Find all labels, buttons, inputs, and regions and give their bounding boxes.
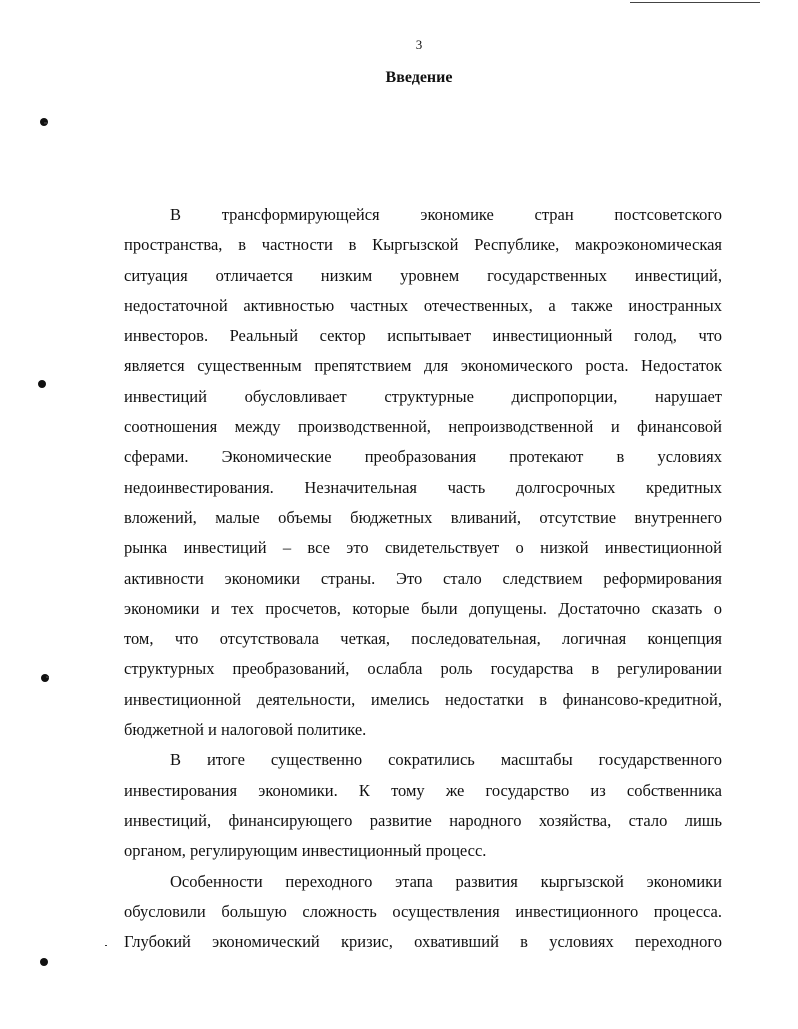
page-number: 3 — [415, 37, 423, 52]
punch-hole — [40, 958, 48, 966]
punch-hole — [38, 380, 46, 388]
text-line: обусловили большую сложность осуществления инвестиционного процесса. — [124, 901, 722, 921]
scan-speck — [105, 945, 107, 946]
text-line: ситуация отличается низким уровнем государственных инвестиций, — [124, 265, 722, 285]
body-text — [124, 200, 722, 957]
text-line: активности экономики страны. Это стало следствием реформирования — [124, 568, 722, 588]
text-line: В трансформирующейся экономике стран постсоветского — [170, 205, 722, 224]
text-line: инвестиций обусловливает структурные диспропорции, нарушает — [124, 386, 722, 406]
text-line: В итоге существенно сократились масштабы государственного — [170, 750, 722, 770]
text-line: рынка инвестиций – все это свидетельствует о низкой инвестиционной — [124, 538, 722, 558]
section-heading: Введение — [385, 69, 453, 86]
text-line: соотношения между производственной, непроизводственной и финансовой — [124, 417, 722, 437]
text-line: инвесторов. Реальный сектор испытывает инвестиционный голод, что — [124, 326, 722, 346]
text-line: вложений, малые объемы бюджетных вливаний, отсутствие внутреннего — [124, 507, 722, 527]
top-edge-rule — [630, 2, 760, 3]
text-line: является существенным препятствием для экономического роста. Недостаток — [124, 356, 722, 376]
scan-speck — [44, 122, 47, 124]
text-line: недоинвестирования. Незначительная часть долгосрочных кредитных — [124, 477, 722, 497]
text-line: инвестирования экономики. К тому же государство из собственника — [124, 780, 722, 800]
text-line: пространства, в частности в Кыргызской Республике, макроэкономическая — [124, 235, 722, 255]
text-line: инвестиций, финансирующего развитие народного хозяйства, стало лишь — [124, 810, 722, 830]
text-line: Глубокий экономический кризис, охвативший в условиях переходного — [124, 932, 722, 952]
scan-speck — [46, 676, 49, 678]
text-line: органом, регулирующим инвестиционный процесс. — [124, 841, 487, 861]
text-line: Особенности переходного этапа развития кыргызской экономики — [170, 871, 722, 891]
text-line: сферами. Экономические преобразования протекают в условиях — [124, 447, 722, 467]
text-line: недостаточной активностью частных отечественных, а также иностранных — [124, 295, 722, 315]
text-line: инвестиционной деятельности, имелись недостатки в финансово-кредитной, — [124, 689, 722, 709]
text-line: бюджетной и налоговой политике. — [124, 720, 367, 740]
text-line: экономики и тех просчетов, которые были допущены. Достаточно сказать о — [124, 598, 722, 618]
text-line: том, что отсутствовала четкая, последовательная, логичная концепция — [124, 629, 722, 649]
text-line: структурных преобразований, ослабла роль государства в регулировании — [124, 659, 722, 679]
